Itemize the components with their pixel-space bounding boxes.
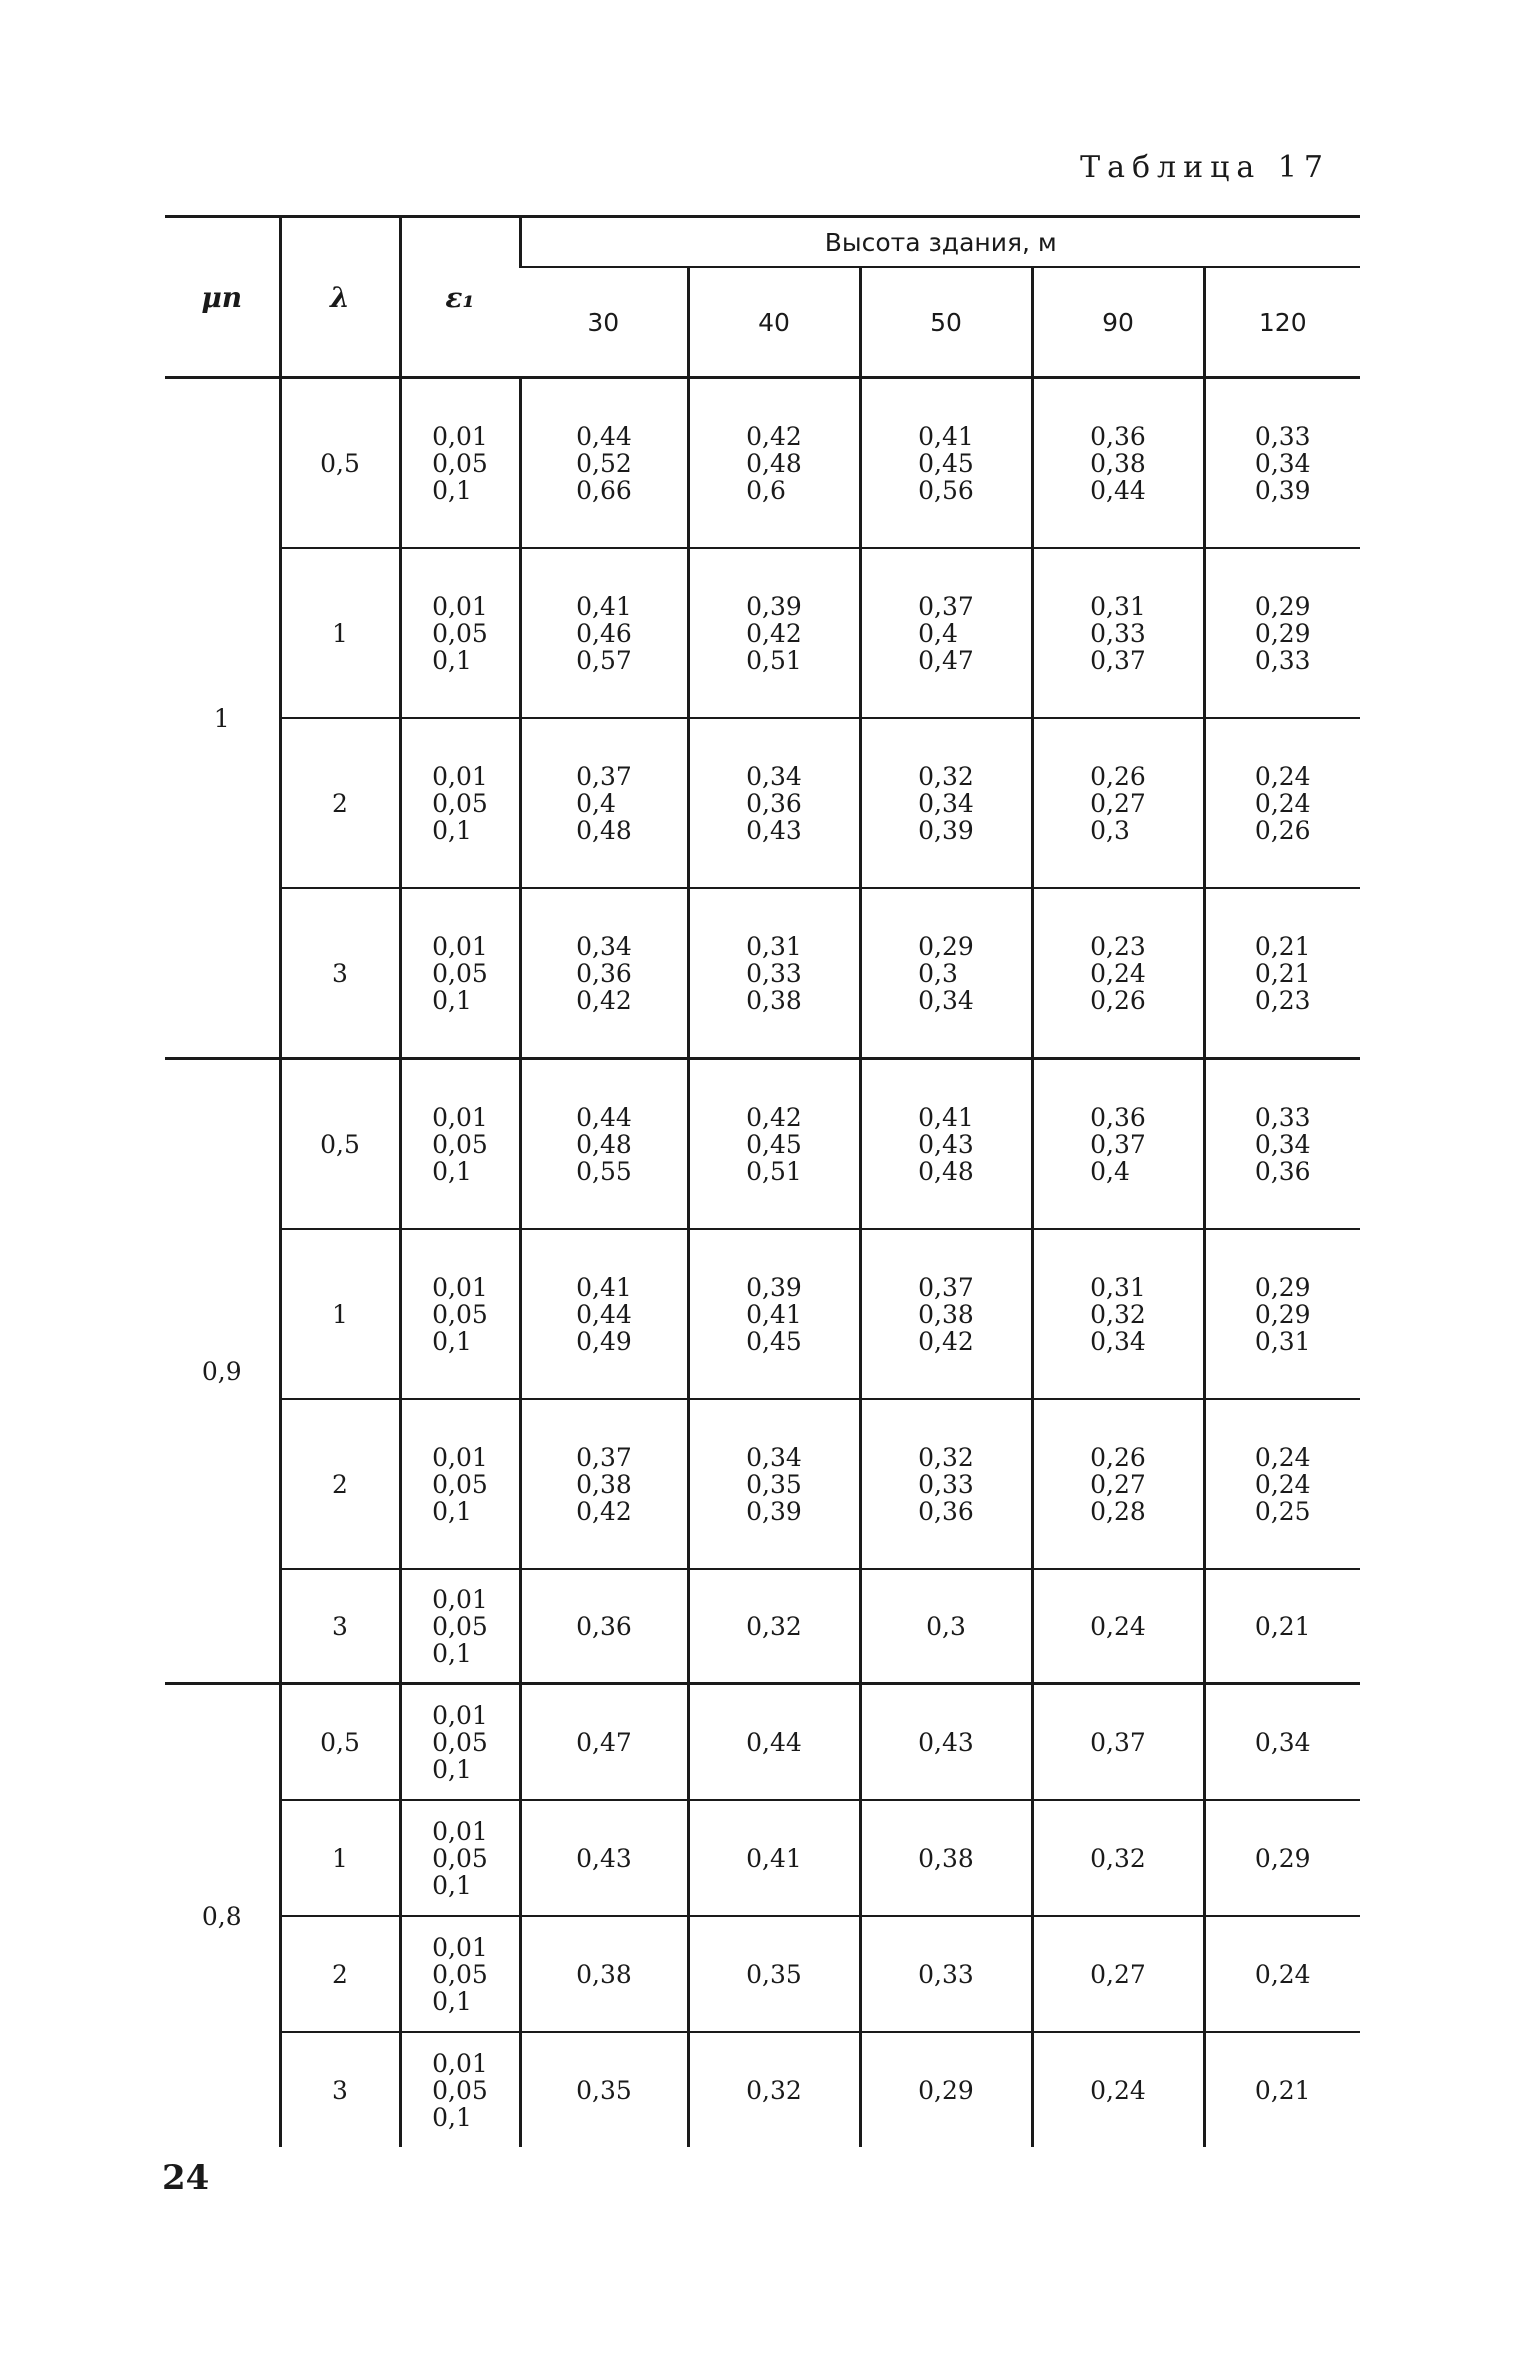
epsilon-value: 0,01 xyxy=(432,1816,488,1846)
coefficient-cell xyxy=(520,1916,688,2032)
coefficient-value: 0,34 xyxy=(1254,1727,1311,1757)
coefficient-value: 0,33 xyxy=(1254,1102,1311,1132)
coefficient-value: 0,35 xyxy=(576,2075,632,2105)
coefficient-value: 0,31 xyxy=(1090,591,1146,621)
coefficient-value: 0,39 xyxy=(1254,475,1311,505)
epsilon-value: 0,1 xyxy=(432,1326,472,1356)
coefficient-cell xyxy=(1204,1399,1360,1569)
coefficient-value: 0,36 xyxy=(576,1611,632,1641)
coefficient-cell xyxy=(1032,718,1204,888)
table-row xyxy=(165,548,1360,718)
coefficient-cell xyxy=(688,2032,860,2147)
coefficient-cell xyxy=(860,378,1032,549)
coefficient-value: 0,42 xyxy=(576,985,632,1015)
coefficient-value: 0,38 xyxy=(576,1469,632,1499)
coefficient-cell xyxy=(1032,1916,1204,2032)
coefficient-cell xyxy=(860,1800,1032,1916)
coefficient-value: 0,36 xyxy=(1254,1156,1311,1186)
coefficient-cell xyxy=(520,1399,688,1569)
coefficient-value: 0,32 xyxy=(1090,1299,1146,1329)
header-epsilon: ε₁ xyxy=(400,217,520,378)
coefficient-cell xyxy=(1204,1684,1360,1801)
coefficient-value: 0,39 xyxy=(746,1272,802,1302)
epsilon-value: 0,01 xyxy=(432,1442,488,1472)
coefficient-value: 0,34 xyxy=(918,788,974,818)
coefficient-value: 0,27 xyxy=(1090,788,1146,818)
epsilon-cell xyxy=(400,548,520,718)
table-row xyxy=(165,1569,1360,1684)
coefficient-cell xyxy=(860,1916,1032,2032)
epsilon-value: 0,05 xyxy=(432,1299,488,1329)
coefficient-value: 0,29 xyxy=(1254,591,1311,621)
coefficient-value: 0,27 xyxy=(1090,1469,1146,1499)
coefficient-value: 0,47 xyxy=(918,645,974,675)
coefficient-value: 0,38 xyxy=(576,1959,632,1989)
coefficient-cell xyxy=(520,1800,688,1916)
epsilon-value: 0,1 xyxy=(432,1870,472,1900)
coefficient-value: 0,6 xyxy=(746,475,786,505)
coefficient-cell xyxy=(520,1229,688,1399)
coefficient-cell xyxy=(1204,1569,1360,1684)
epsilon-cell xyxy=(400,1916,520,2032)
coefficient-cell xyxy=(520,1684,688,1801)
coefficient-value: 0,41 xyxy=(746,1843,802,1873)
epsilon-value: 0,05 xyxy=(432,1727,488,1757)
coefficient-cell xyxy=(688,378,860,549)
epsilon-value: 0,05 xyxy=(432,788,488,818)
coefficient-value: 0,44 xyxy=(576,1299,632,1329)
table-row xyxy=(165,2032,1360,2147)
epsilon-value: 0,01 xyxy=(432,421,488,451)
header-height-col: 40 xyxy=(688,267,860,378)
epsilon-value: 0,01 xyxy=(432,1102,488,1132)
coefficient-cell xyxy=(1032,1229,1204,1399)
coefficient-value: 0,21 xyxy=(1254,2075,1311,2105)
coefficient-cell xyxy=(688,1916,860,2032)
coefficient-value: 0,42 xyxy=(918,1326,974,1356)
coefficient-value: 0,37 xyxy=(576,1442,632,1472)
coefficient-cell xyxy=(1032,1684,1204,1801)
coefficient-value: 0,21 xyxy=(1254,958,1311,988)
coefficient-value: 0,51 xyxy=(746,1156,802,1186)
coefficient-value: 0,44 xyxy=(576,421,632,451)
coefficient-value: 0,3 xyxy=(1090,815,1130,845)
coefficient-value: 0,41 xyxy=(576,591,632,621)
coefficient-value: 0,24 xyxy=(1254,1442,1311,1472)
coefficient-cell xyxy=(688,1800,860,1916)
coefficient-value: 0,42 xyxy=(746,421,802,451)
table-row xyxy=(165,378,1360,549)
coefficient-value: 0,35 xyxy=(746,1469,802,1499)
coefficient-cell xyxy=(1032,1569,1204,1684)
coefficient-value: 0,49 xyxy=(576,1326,632,1356)
coefficient-value: 0,21 xyxy=(1254,1611,1311,1641)
coefficient-value: 0,41 xyxy=(918,1102,974,1132)
coefficient-value: 0,23 xyxy=(1254,985,1311,1015)
coefficient-value: 0,37 xyxy=(1090,1129,1146,1159)
coefficient-value: 0,44 xyxy=(576,1102,632,1132)
header-height-col: 50 xyxy=(860,267,1032,378)
epsilon-value: 0,05 xyxy=(432,1959,488,1989)
epsilon-value: 0,1 xyxy=(432,1754,472,1784)
coefficient-value: 0,3 xyxy=(926,1611,966,1641)
coefficient-cell xyxy=(520,888,688,1059)
coefficient-value: 0,35 xyxy=(746,1959,802,1989)
coefficient-value: 0,4 xyxy=(918,618,958,648)
coefficient-value: 0,41 xyxy=(576,1272,632,1302)
table-row xyxy=(165,1800,1360,1916)
coefficient-value: 0,36 xyxy=(576,958,632,988)
coefficient-cell xyxy=(520,378,688,549)
coefficient-value: 0,23 xyxy=(1090,931,1146,961)
coefficient-value: 0,34 xyxy=(746,761,802,791)
coefficient-value: 0,21 xyxy=(1254,931,1311,961)
coefficient-value: 0,24 xyxy=(1254,761,1311,791)
coefficient-cell xyxy=(520,718,688,888)
epsilon-cell xyxy=(400,888,520,1059)
table-row xyxy=(165,1229,1360,1399)
lambda-value: 1 xyxy=(280,1800,400,1916)
coefficient-cell xyxy=(1032,378,1204,549)
epsilon-value: 0,01 xyxy=(432,761,488,791)
table-row xyxy=(165,718,1360,888)
coefficient-value: 0,52 xyxy=(576,448,632,478)
coefficient-cell xyxy=(520,548,688,718)
epsilon-value: 0,1 xyxy=(432,1156,472,1186)
coefficient-value: 0,33 xyxy=(918,1469,974,1499)
coefficient-cell xyxy=(1204,718,1360,888)
coefficient-value: 0,26 xyxy=(1090,761,1146,791)
coefficient-value: 0,38 xyxy=(918,1299,974,1329)
epsilon-cell xyxy=(400,1684,520,1801)
coefficient-value: 0,42 xyxy=(746,618,802,648)
table-row xyxy=(165,1059,1360,1230)
coefficient-value: 0,37 xyxy=(918,591,974,621)
coefficient-value: 0,29 xyxy=(1254,1272,1311,1302)
coefficient-value: 0,46 xyxy=(576,618,632,648)
coefficient-value: 0,34 xyxy=(1254,448,1311,478)
coefficient-value: 0,32 xyxy=(918,1442,974,1472)
coefficient-value: 0,45 xyxy=(746,1326,802,1356)
coefficient-cell xyxy=(688,1399,860,1569)
coefficient-cell xyxy=(1204,1229,1360,1399)
coefficient-value: 0,32 xyxy=(918,761,974,791)
epsilon-value: 0,05 xyxy=(432,448,488,478)
table-row xyxy=(165,1684,1360,1801)
header-height-col: 120 xyxy=(1204,267,1360,378)
lambda-value: 2 xyxy=(280,718,400,888)
epsilon-value: 0,1 xyxy=(432,985,472,1015)
coefficient-table xyxy=(165,215,1360,2147)
coefficient-value: 0,27 xyxy=(1090,1959,1146,1989)
coefficient-value: 0,38 xyxy=(1090,448,1146,478)
epsilon-value: 0,1 xyxy=(432,645,472,675)
coefficient-cell xyxy=(1204,548,1360,718)
coefficient-value: 0,34 xyxy=(576,931,632,961)
coefficient-value: 0,28 xyxy=(1090,1496,1146,1526)
coefficient-cell xyxy=(860,1569,1032,1684)
coefficient-value: 0,26 xyxy=(1090,1442,1146,1472)
coefficient-value: 0,39 xyxy=(918,815,974,845)
coefficient-value: 0,41 xyxy=(746,1299,802,1329)
coefficient-value: 0,29 xyxy=(1254,1843,1311,1873)
epsilon-cell xyxy=(400,718,520,888)
coefficient-value: 0,55 xyxy=(576,1156,632,1186)
lambda-value: 2 xyxy=(280,1399,400,1569)
coefficient-cell xyxy=(520,1059,688,1230)
coefficient-cell xyxy=(860,2032,1032,2147)
coefficient-cell xyxy=(1204,2032,1360,2147)
coefficient-value: 0,37 xyxy=(918,1272,974,1302)
epsilon-value: 0,01 xyxy=(432,931,488,961)
coefficient-cell xyxy=(688,548,860,718)
epsilon-value: 0,05 xyxy=(432,2075,488,2105)
mu-value: 1 xyxy=(213,703,230,733)
coefficient-cell xyxy=(1032,1800,1204,1916)
coefficient-cell xyxy=(1032,1059,1204,1230)
table-row xyxy=(165,1916,1360,2032)
coefficient-value: 0,57 xyxy=(576,645,632,675)
coefficient-value: 0,37 xyxy=(1090,1727,1146,1757)
lambda-value: 2 xyxy=(280,1916,400,2032)
epsilon-value: 0,05 xyxy=(432,618,488,648)
coefficient-value: 0,4 xyxy=(576,788,616,818)
coefficient-cell xyxy=(1032,888,1204,1059)
epsilon-value: 0,1 xyxy=(432,1496,472,1526)
coefficient-value: 0,31 xyxy=(1090,1272,1146,1302)
coefficient-value: 0,41 xyxy=(918,421,974,451)
coefficient-cell xyxy=(1032,548,1204,718)
table-caption: Таблица 17 xyxy=(1080,150,1330,185)
coefficient-value: 0,33 xyxy=(1254,421,1311,451)
coefficient-cell xyxy=(860,1229,1032,1399)
coefficient-value: 0,48 xyxy=(746,448,802,478)
coefficient-value: 0,36 xyxy=(1090,1102,1146,1132)
coefficient-value: 0,34 xyxy=(1254,1129,1311,1159)
epsilon-cell xyxy=(400,1800,520,1916)
coefficient-cell xyxy=(520,1569,688,1684)
coefficient-value: 0,36 xyxy=(1090,421,1146,451)
coefficient-value: 0,3 xyxy=(918,958,958,988)
lambda-value: 0,5 xyxy=(280,378,400,549)
epsilon-cell xyxy=(400,1229,520,1399)
coefficient-value: 0,33 xyxy=(746,958,802,988)
coefficient-value: 0,66 xyxy=(576,475,632,505)
coefficient-value: 0,44 xyxy=(1090,475,1146,505)
epsilon-value: 0,01 xyxy=(432,1584,488,1614)
coefficient-value: 0,26 xyxy=(1090,985,1146,1015)
coefficient-value: 0,43 xyxy=(746,815,802,845)
coefficient-value: 0,24 xyxy=(1254,1469,1311,1499)
lambda-value: 3 xyxy=(280,1569,400,1684)
coefficient-cell xyxy=(1204,888,1360,1059)
coefficient-cell xyxy=(1032,1399,1204,1569)
coefficient-value: 0,24 xyxy=(1254,788,1311,818)
coefficient-value: 0,24 xyxy=(1090,958,1146,988)
epsilon-cell xyxy=(400,1569,520,1684)
header-height-col: 90 xyxy=(1032,267,1204,378)
header-mu: μп xyxy=(201,280,243,314)
coefficient-value: 0,4 xyxy=(1090,1156,1130,1186)
page-number: 24 xyxy=(162,2158,210,2198)
coefficient-cell xyxy=(1204,378,1360,549)
coefficient-value: 0,32 xyxy=(746,2075,802,2105)
coefficient-cell xyxy=(860,718,1032,888)
epsilon-value: 0,1 xyxy=(432,475,472,505)
coefficient-value: 0,31 xyxy=(746,931,802,961)
coefficient-value: 0,43 xyxy=(918,1129,974,1159)
epsilon-value: 0,01 xyxy=(432,1932,488,1962)
coefficient-value: 0,48 xyxy=(576,815,632,845)
coefficient-value: 0,33 xyxy=(918,1959,974,1989)
epsilon-value: 0,01 xyxy=(432,2048,488,2078)
coefficient-value: 0,34 xyxy=(1090,1326,1146,1356)
coefficient-cell xyxy=(1204,1916,1360,2032)
coefficient-value: 0,38 xyxy=(746,985,802,1015)
epsilon-value: 0,05 xyxy=(432,958,488,988)
coefficient-value: 0,33 xyxy=(1090,618,1146,648)
coefficient-value: 0,32 xyxy=(1090,1843,1146,1873)
table-row xyxy=(165,1399,1360,1569)
coefficient-value: 0,24 xyxy=(1090,2075,1146,2105)
lambda-value: 3 xyxy=(280,2032,400,2147)
coefficient-value: 0,24 xyxy=(1090,1611,1146,1641)
coefficient-cell xyxy=(688,1569,860,1684)
lambda-value: 1 xyxy=(280,1229,400,1399)
coefficient-cell xyxy=(520,2032,688,2147)
coefficient-value: 0,43 xyxy=(576,1843,632,1873)
lambda-value: 3 xyxy=(280,888,400,1059)
coefficient-value: 0,37 xyxy=(576,761,632,791)
epsilon-value: 0,1 xyxy=(432,815,472,845)
coefficient-value: 0,31 xyxy=(1254,1326,1311,1356)
coefficient-value: 0,48 xyxy=(918,1156,974,1186)
epsilon-cell xyxy=(400,1399,520,1569)
epsilon-value: 0,1 xyxy=(432,1638,472,1668)
coefficient-value: 0,42 xyxy=(576,1496,632,1526)
coefficient-value: 0,51 xyxy=(746,645,802,675)
epsilon-value: 0,05 xyxy=(432,1129,488,1159)
epsilon-value: 0,1 xyxy=(432,2102,472,2132)
epsilon-value: 0,05 xyxy=(432,1469,488,1499)
epsilon-cell xyxy=(400,1059,520,1230)
epsilon-value: 0,01 xyxy=(432,1700,488,1730)
lambda-value: 1 xyxy=(280,548,400,718)
coefficient-cell xyxy=(860,888,1032,1059)
coefficient-cell xyxy=(860,1059,1032,1230)
coefficient-value: 0,25 xyxy=(1254,1496,1311,1526)
epsilon-cell xyxy=(400,2032,520,2147)
coefficient-cell xyxy=(688,1229,860,1399)
coefficient-value: 0,33 xyxy=(1254,645,1311,675)
coefficient-value: 0,34 xyxy=(918,985,974,1015)
coefficient-value: 0,29 xyxy=(918,931,974,961)
coefficient-value: 0,48 xyxy=(576,1129,632,1159)
coefficient-value: 0,47 xyxy=(576,1727,632,1757)
coefficient-value: 0,44 xyxy=(746,1727,802,1757)
header-lambda: λ xyxy=(280,217,400,378)
epsilon-value: 0,05 xyxy=(432,1611,488,1641)
epsilon-value: 0,01 xyxy=(432,591,488,621)
coefficient-cell xyxy=(1032,2032,1204,2147)
table-row xyxy=(165,888,1360,1059)
mu-value: 0,8 xyxy=(201,1901,242,1931)
epsilon-value: 0,1 xyxy=(432,1986,472,2016)
epsilon-value: 0,05 xyxy=(432,1843,488,1873)
coefficient-value: 0,37 xyxy=(1090,645,1146,675)
coefficient-value: 0,29 xyxy=(918,2075,974,2105)
coefficient-cell xyxy=(860,1684,1032,1801)
coefficient-value: 0,56 xyxy=(918,475,974,505)
coefficient-cell xyxy=(1204,1800,1360,1916)
coefficient-cell xyxy=(1204,1059,1360,1230)
coefficient-value: 0,34 xyxy=(746,1442,802,1472)
coefficient-value: 0,24 xyxy=(1254,1959,1311,1989)
coefficient-value: 0,38 xyxy=(918,1843,974,1873)
table-body xyxy=(165,378,1360,2148)
header-height-col: 30 xyxy=(587,307,620,337)
coefficient-cell xyxy=(860,1399,1032,1569)
mu-value: 0,9 xyxy=(201,1356,242,1386)
coefficient-cell xyxy=(860,548,1032,718)
coefficient-value: 0,42 xyxy=(746,1102,802,1132)
coefficient-value: 0,32 xyxy=(746,1611,802,1641)
coefficient-value: 0,26 xyxy=(1254,815,1311,845)
epsilon-value: 0,01 xyxy=(432,1272,488,1302)
coefficient-value: 0,39 xyxy=(746,591,802,621)
epsilon-cell xyxy=(400,378,520,549)
coefficient-value: 0,45 xyxy=(746,1129,802,1159)
header-building-height: Высота здания, м xyxy=(520,217,1360,268)
coefficient-value: 0,45 xyxy=(918,448,974,478)
lambda-value: 0,5 xyxy=(280,1684,400,1801)
coefficient-cell xyxy=(688,1059,860,1230)
coefficient-value: 0,36 xyxy=(918,1496,974,1526)
coefficient-value: 0,36 xyxy=(746,788,802,818)
coefficient-value: 0,29 xyxy=(1254,618,1311,648)
coefficient-value: 0,43 xyxy=(918,1727,974,1757)
coefficient-value: 0,29 xyxy=(1254,1299,1311,1329)
coefficient-value: 0,39 xyxy=(746,1496,802,1526)
lambda-value: 0,5 xyxy=(280,1059,400,1230)
coefficient-cell xyxy=(688,888,860,1059)
coefficient-cell xyxy=(688,718,860,888)
coefficient-cell xyxy=(688,1684,860,1801)
